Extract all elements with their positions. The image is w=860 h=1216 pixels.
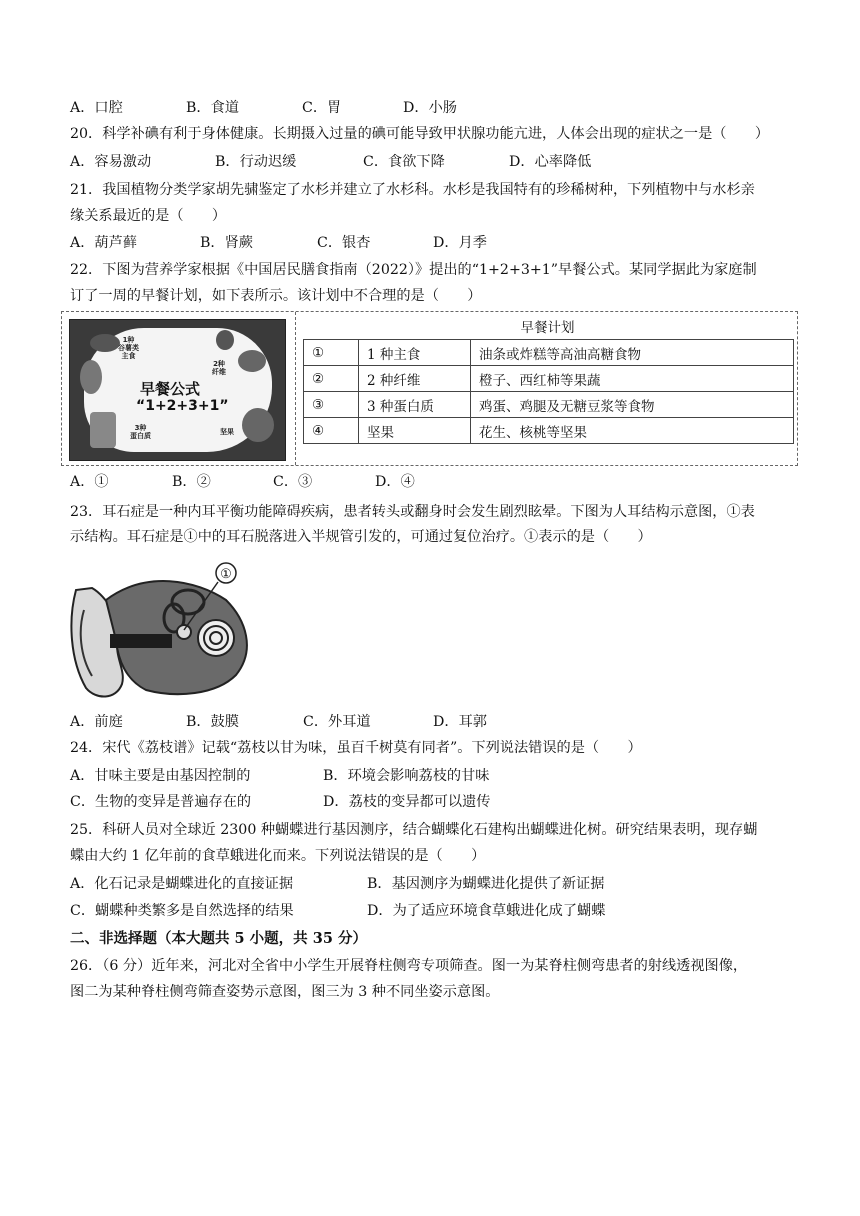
- q22-option-d[interactable]: D．④: [375, 474, 415, 490]
- vegetable-icon: [238, 350, 266, 372]
- q19-option-d[interactable]: D．小肠: [403, 100, 457, 116]
- q24-option-c[interactable]: C．生物的变异是普遍存在的: [70, 794, 252, 810]
- plan-cell-category: 3 种蛋白质: [359, 392, 471, 418]
- plan-cell-food: 橙子、西红柿等果蔬: [471, 366, 794, 392]
- plan-cell-food: 油条或炸糕等高油高糖食物: [471, 340, 794, 366]
- q25-option-d[interactable]: D．为了适应环境食草蛾进化成了蝴蝶: [367, 903, 606, 919]
- poster-formula: “1+2+3+1”: [136, 398, 229, 414]
- q25-option-c[interactable]: C．蝴蝶种类繁多是自然选择的结果: [70, 903, 294, 919]
- q22-option-c[interactable]: C．③: [273, 474, 313, 490]
- q21-option-a[interactable]: A．葫芦藓: [70, 235, 137, 251]
- table-row: [304, 392, 794, 418]
- section-heading: 二、非选择题（本大题共 5 小题，共 35 分）: [70, 930, 367, 947]
- q21-option-b[interactable]: B．肾蕨: [200, 235, 253, 251]
- breakfast-plan-table: [303, 339, 794, 444]
- plan-cell-category: 2 种纤维: [359, 366, 471, 392]
- milk-icon: [90, 412, 116, 448]
- breakfast-formula-poster: [69, 319, 286, 461]
- q21-option-d[interactable]: D．月季: [433, 235, 487, 251]
- plan-cell-number: ③: [304, 392, 359, 418]
- q19-option-a[interactable]: A．口腔: [70, 100, 123, 116]
- q23-option-d[interactable]: D．耳郭: [433, 714, 487, 730]
- q20-option-c[interactable]: C．食欲下降: [363, 154, 445, 170]
- q24-option-a[interactable]: A．甘味主要是由基因控制的: [70, 768, 251, 784]
- q23-option-c[interactable]: C．外耳道: [303, 714, 371, 730]
- q22-stem-line1: 22．下图为营养学家根据《中国居民膳食指南（2022）》提出的“1+2+3+1”早餐公式。某同学据此为家庭制: [70, 262, 757, 278]
- plan-cell-number: ①: [304, 340, 359, 366]
- plan-cell-food: 花生、核桃等坚果: [471, 418, 794, 444]
- q20-option-b[interactable]: B．行动迟缓: [215, 154, 297, 170]
- q20-option-d[interactable]: D．心率降低: [509, 154, 592, 170]
- q21-option-c[interactable]: C．银杏: [317, 235, 371, 251]
- poster-tag-fiber: 2种 纤维: [212, 360, 226, 376]
- plan-cell-number: ④: [304, 418, 359, 444]
- poster-title: 早餐公式: [140, 380, 201, 398]
- poster-tag-staple: 1种 谷薯类 主食: [118, 336, 139, 360]
- q24-option-d[interactable]: D．荔枝的变异都可以遗传: [323, 794, 491, 810]
- q20-stem: 20．科学补碘有利于身体健康。长期摄入过量的碘可能导致甲状腺功能亢进，人体会出现的症状之一是（ ）: [70, 126, 770, 142]
- poster-tag-nuts: 坚果: [220, 428, 234, 436]
- q23-stem-line1: 23．耳石症是一种内耳平衡功能障碍疾病，患者转头或翻身时会发生剧烈眩晕。下图为人耳结构示意图，①表: [70, 504, 755, 520]
- table-row: [304, 366, 794, 392]
- plan-cell-category: 1 种主食: [359, 340, 471, 366]
- q19-option-c[interactable]: C．胃: [302, 100, 342, 116]
- q26-stem-line1: 26．（6 分）近年来，河北对全省中小学生开展脊柱侧弯专项筛查。图一为某脊柱侧弯患者的射线透视图像，: [70, 958, 748, 974]
- bread-icon: [90, 334, 120, 352]
- q23-option-b[interactable]: B．鼓膜: [186, 714, 239, 730]
- q22-option-a[interactable]: A．①: [70, 474, 109, 490]
- plan-title: 早餐计划: [520, 320, 575, 336]
- poster-tag-protein: 3种 蛋白质: [130, 424, 151, 440]
- nut-icon: [242, 408, 274, 442]
- table-row: [304, 418, 794, 444]
- q25-stem-line1: 25．科研人员对全球近 2300 种蝴蝶进行基因测序，结合蝴蝶化石建构出蝴蝶进化树。研究结果表明，现存蝴: [70, 822, 758, 838]
- table-row: [304, 340, 794, 366]
- q20-option-a[interactable]: A．容易激动: [70, 154, 152, 170]
- ear-structure-diagram: [66, 560, 260, 702]
- q19-option-b[interactable]: B．食道: [186, 100, 239, 116]
- q23-option-a[interactable]: A．前庭: [70, 714, 123, 730]
- plan-cell-food: 鸡蛋、鸡腿及无糖豆浆等食物: [471, 392, 794, 418]
- q22-figure: [61, 311, 798, 466]
- plan-cell-category: 坚果: [359, 418, 471, 444]
- q25-stem-line2: 蝶由大约 1 亿年前的食草蛾进化而来。下列说法错误的是（ ）: [70, 848, 486, 864]
- q24-stem: 24．宋代《荔枝谱》记载“荔枝以甘为味，虽百千树莫有同者”。下列说法错误的是（ ）: [70, 740, 642, 756]
- q26-stem-line2: 图二为某种脊柱侧弯筛查姿势示意图，图三为 3 种不同坐姿示意图。: [70, 984, 500, 1000]
- plan-cell-number: ②: [304, 366, 359, 392]
- q22-option-b[interactable]: B．②: [172, 474, 211, 490]
- q24-option-b[interactable]: B．环境会影响荔枝的甘味: [323, 768, 490, 784]
- q25-option-b[interactable]: B．基因测序为蝴蝶进化提供了新证据: [367, 876, 605, 892]
- cereal-icon: [80, 360, 102, 394]
- q21-stem-line2: 缘关系最近的是（ ）: [70, 208, 227, 224]
- q22-stem-line2: 订了一周的早餐计划，如下表所示。该计划中不合理的是（ ）: [70, 288, 482, 304]
- fruit-icon: [216, 330, 234, 350]
- q23-stem-line2: 示结构。耳石症是①中的耳石脱落进入半规管引发的，可通过复位治疗。①表示的是（ ）: [70, 529, 652, 545]
- q25-option-a[interactable]: A．化石记录是蝴蝶进化的直接证据: [70, 876, 294, 892]
- ear-label-1: ①: [220, 567, 232, 582]
- q21-stem-line1: 21．我国植物分类学家胡先骕鉴定了水杉并建立了水杉科。水杉是我国特有的珍稀树种，下列植物中与水杉亲: [70, 182, 755, 198]
